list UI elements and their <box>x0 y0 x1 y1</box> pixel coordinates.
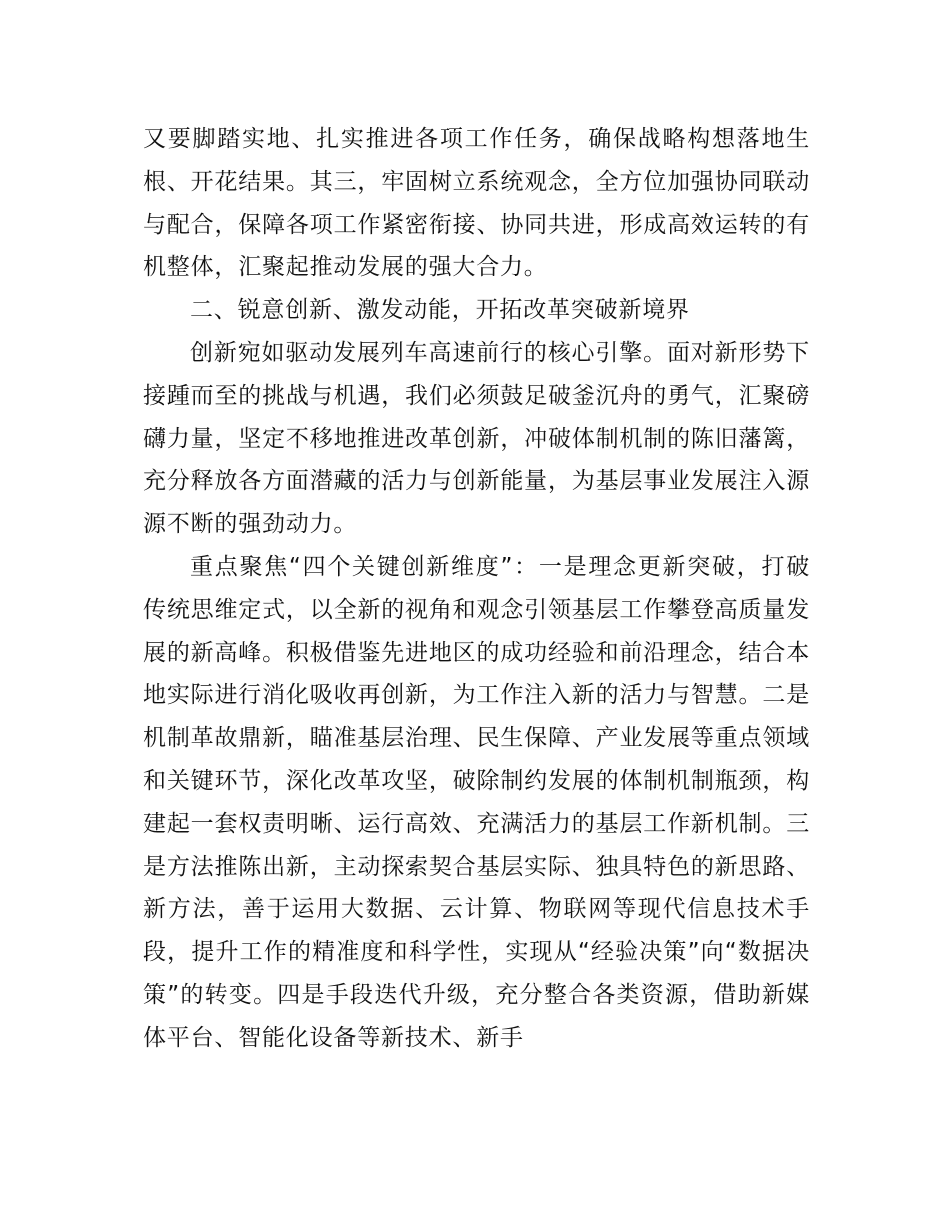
section-heading: 二、锐意创新、激发动能，开拓改革突破新境界 <box>190 297 690 324</box>
paragraph-continuation: 又要脚踏实地、扎实推进各项工作任务，确保战略构想落地生根、开花结果。其三，牢固树立系统观念，全方位加强协同联动与配合，保障各项工作紧密衔接、协同共进，形成高效运转的有机整体，汇聚起推动发展的强大合力。 <box>143 126 810 281</box>
paragraph-innovation-intro: 创新宛如驱动发展列车高速前行的核心引擎。面对新形势下接踵而至的挑战与机遇，我们必须鼓足破釜沉舟的勇气，汇聚磅礴力量，坚定不移地推进改革创新，冲破体制机制的陈旧藩篱，充分释放各方面潜藏的活力与创新能量，为基层事业发展注入源源不断的强劲动力。 <box>143 339 810 538</box>
document-body <box>143 118 810 1060</box>
paragraph-four-dimensions: 重点聚焦“四个关键创新维度”：一是理念更新突破，打破传统思维定式，以全新的视角和观念引领基层工作攀登高质量发展的新高峰。积极借鉴先进地区的成功经验和前沿理念，结合本地实际进行消化吸收再创新，为工作注入新的活力与智慧。二是机制革故鼎新，瞄准基层治理、民生保障、产业发展等重点领域和关键环节，深化改革攻坚，破除制约发展的体制机制瓶颈，构建起一套权责明晰、运行高效、充满活力的基层工作新机制。三是方法推陈出新，主动探索契合基层实际、独具特色的新思路、新方法，善于运用大数据、云计算、物联网等现代信息技术手段，提升工作的精准度和科学性，实现从“经验决策”向“数据决策”的转变。四是手段迭代升级，充分整合各类资源，借助新媒体平台、智能化设备等新技术、新手 <box>143 553 810 1051</box>
